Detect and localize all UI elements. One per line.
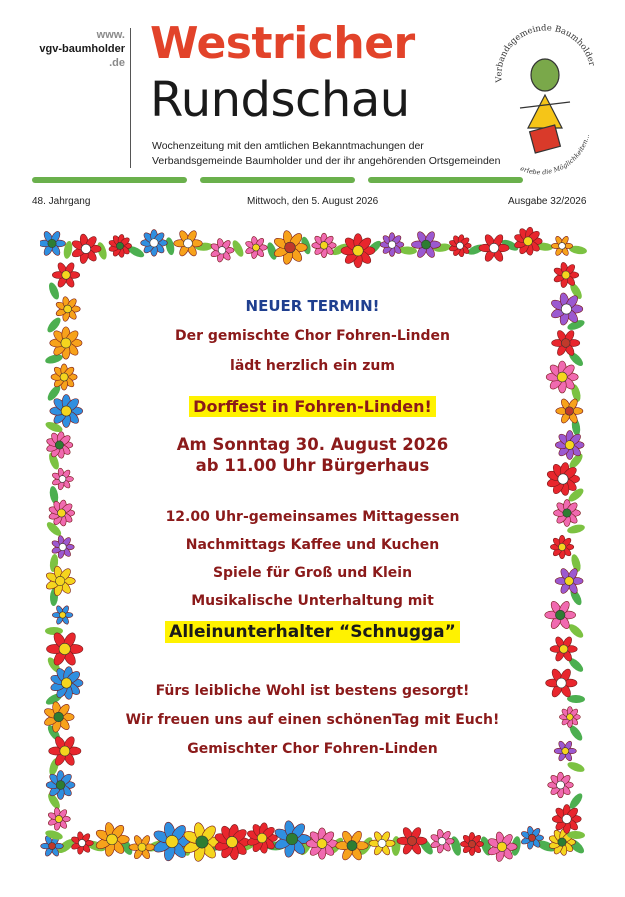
flower-icon <box>548 772 574 798</box>
logo-square-icon <box>530 125 561 153</box>
issue-date: Mittwoch, den 5. August 2026 <box>247 196 379 207</box>
flower-icon <box>245 236 268 259</box>
notice-line2: lädt herzlich ein zum <box>230 358 395 374</box>
entertainer-text: Alleinunterhalter “Schnugga” <box>165 621 460 643</box>
header-divider <box>130 28 131 168</box>
flower-icon <box>487 831 517 862</box>
program-item: Spiele für Groß und Klein <box>212 565 413 581</box>
event-title <box>0 397 625 416</box>
divider-bar-right <box>368 177 523 183</box>
event-date: Am Sonntag 30. August 2026 <box>176 435 449 454</box>
web-main: vgv-baumholder <box>39 43 125 55</box>
flower-icon <box>129 834 155 860</box>
flower-icon <box>341 234 375 268</box>
logo-body-icon <box>528 95 562 128</box>
web-suffix: .de <box>109 57 125 69</box>
flower-icon <box>273 230 308 265</box>
volume-label: 48. Jahrgang <box>32 196 91 207</box>
flower-icon <box>520 826 543 850</box>
logo-top-text: Verbandsgemeinde Baumholder <box>494 23 597 83</box>
flower-icon <box>71 233 101 264</box>
closing-signature: Gemischter Chor Fohren-Linden <box>187 741 438 757</box>
flower-icon <box>95 822 130 858</box>
event-time-place: ab 11.00 Uhr Bürgerhaus <box>195 456 430 475</box>
municipality-logo <box>490 20 600 180</box>
masthead-subtitle-line2: Verbandsgemeinde Baumholder und der ihr angehörenden Ortsgemeinden <box>152 155 501 167</box>
leaf-icon <box>566 760 586 774</box>
closing-line: Wir freuen uns auf einen schönenTag mit Euch! <box>125 712 500 728</box>
logo-head-icon <box>531 59 559 91</box>
logo-bottom-text: erlebe die Möglichkeiten... <box>519 133 592 177</box>
flower-icon <box>40 230 65 257</box>
issue-number: Ausgabe 32/2026 <box>508 196 587 207</box>
flower-icon <box>430 829 454 854</box>
flower-icon <box>551 235 573 256</box>
flower-icon <box>108 234 131 258</box>
flower-icon <box>46 771 75 800</box>
website-address <box>30 28 125 70</box>
flower-icon <box>312 233 336 257</box>
web-prefix: www. <box>96 29 125 41</box>
flower-icon <box>141 230 168 257</box>
program-item: 12.00 Uhr-gemeinsames Mittagessen <box>165 509 460 525</box>
flower-icon <box>174 229 202 257</box>
flower-icon <box>411 230 440 259</box>
flower-icon <box>210 238 234 263</box>
divider-bar-middle <box>200 177 355 183</box>
flower-icon <box>336 830 368 862</box>
masthead-title-line1: Westricher <box>150 18 415 69</box>
flower-icon <box>397 826 427 856</box>
notice-heading: NEUER TERMIN! <box>245 297 380 315</box>
program-item: Musikalische Unterhaltung mit <box>191 593 434 609</box>
flower-icon <box>552 805 581 834</box>
divider-bar-left <box>32 177 187 183</box>
flower-icon <box>449 234 472 257</box>
flower-icon <box>479 233 509 263</box>
entertainer <box>0 622 625 642</box>
program-item: Nachmittags Kaffee und Kuchen <box>185 537 440 553</box>
notice-line1: Der gemischte Chor Fohren-Linden <box>174 328 451 344</box>
flower-icon <box>214 824 250 861</box>
flower-icon <box>52 261 79 288</box>
event-title-text: Dorffest in Fohren-Linden! <box>189 396 436 417</box>
flower-icon <box>47 807 70 831</box>
closing-line: Fürs leibliche Wohl ist bestens gesorgt! <box>155 683 470 699</box>
flower-icon <box>306 828 337 859</box>
flower-icon <box>513 227 542 256</box>
flower-icon <box>380 233 404 257</box>
flower-icon <box>460 832 483 855</box>
flower-icon <box>369 830 395 856</box>
leaf-icon <box>164 237 175 256</box>
masthead-title-line2: Rundschau <box>150 72 410 128</box>
masthead-subtitle-line1: Wochenzeitung mit den amtlichen Bekanntmachungen der <box>152 140 424 152</box>
